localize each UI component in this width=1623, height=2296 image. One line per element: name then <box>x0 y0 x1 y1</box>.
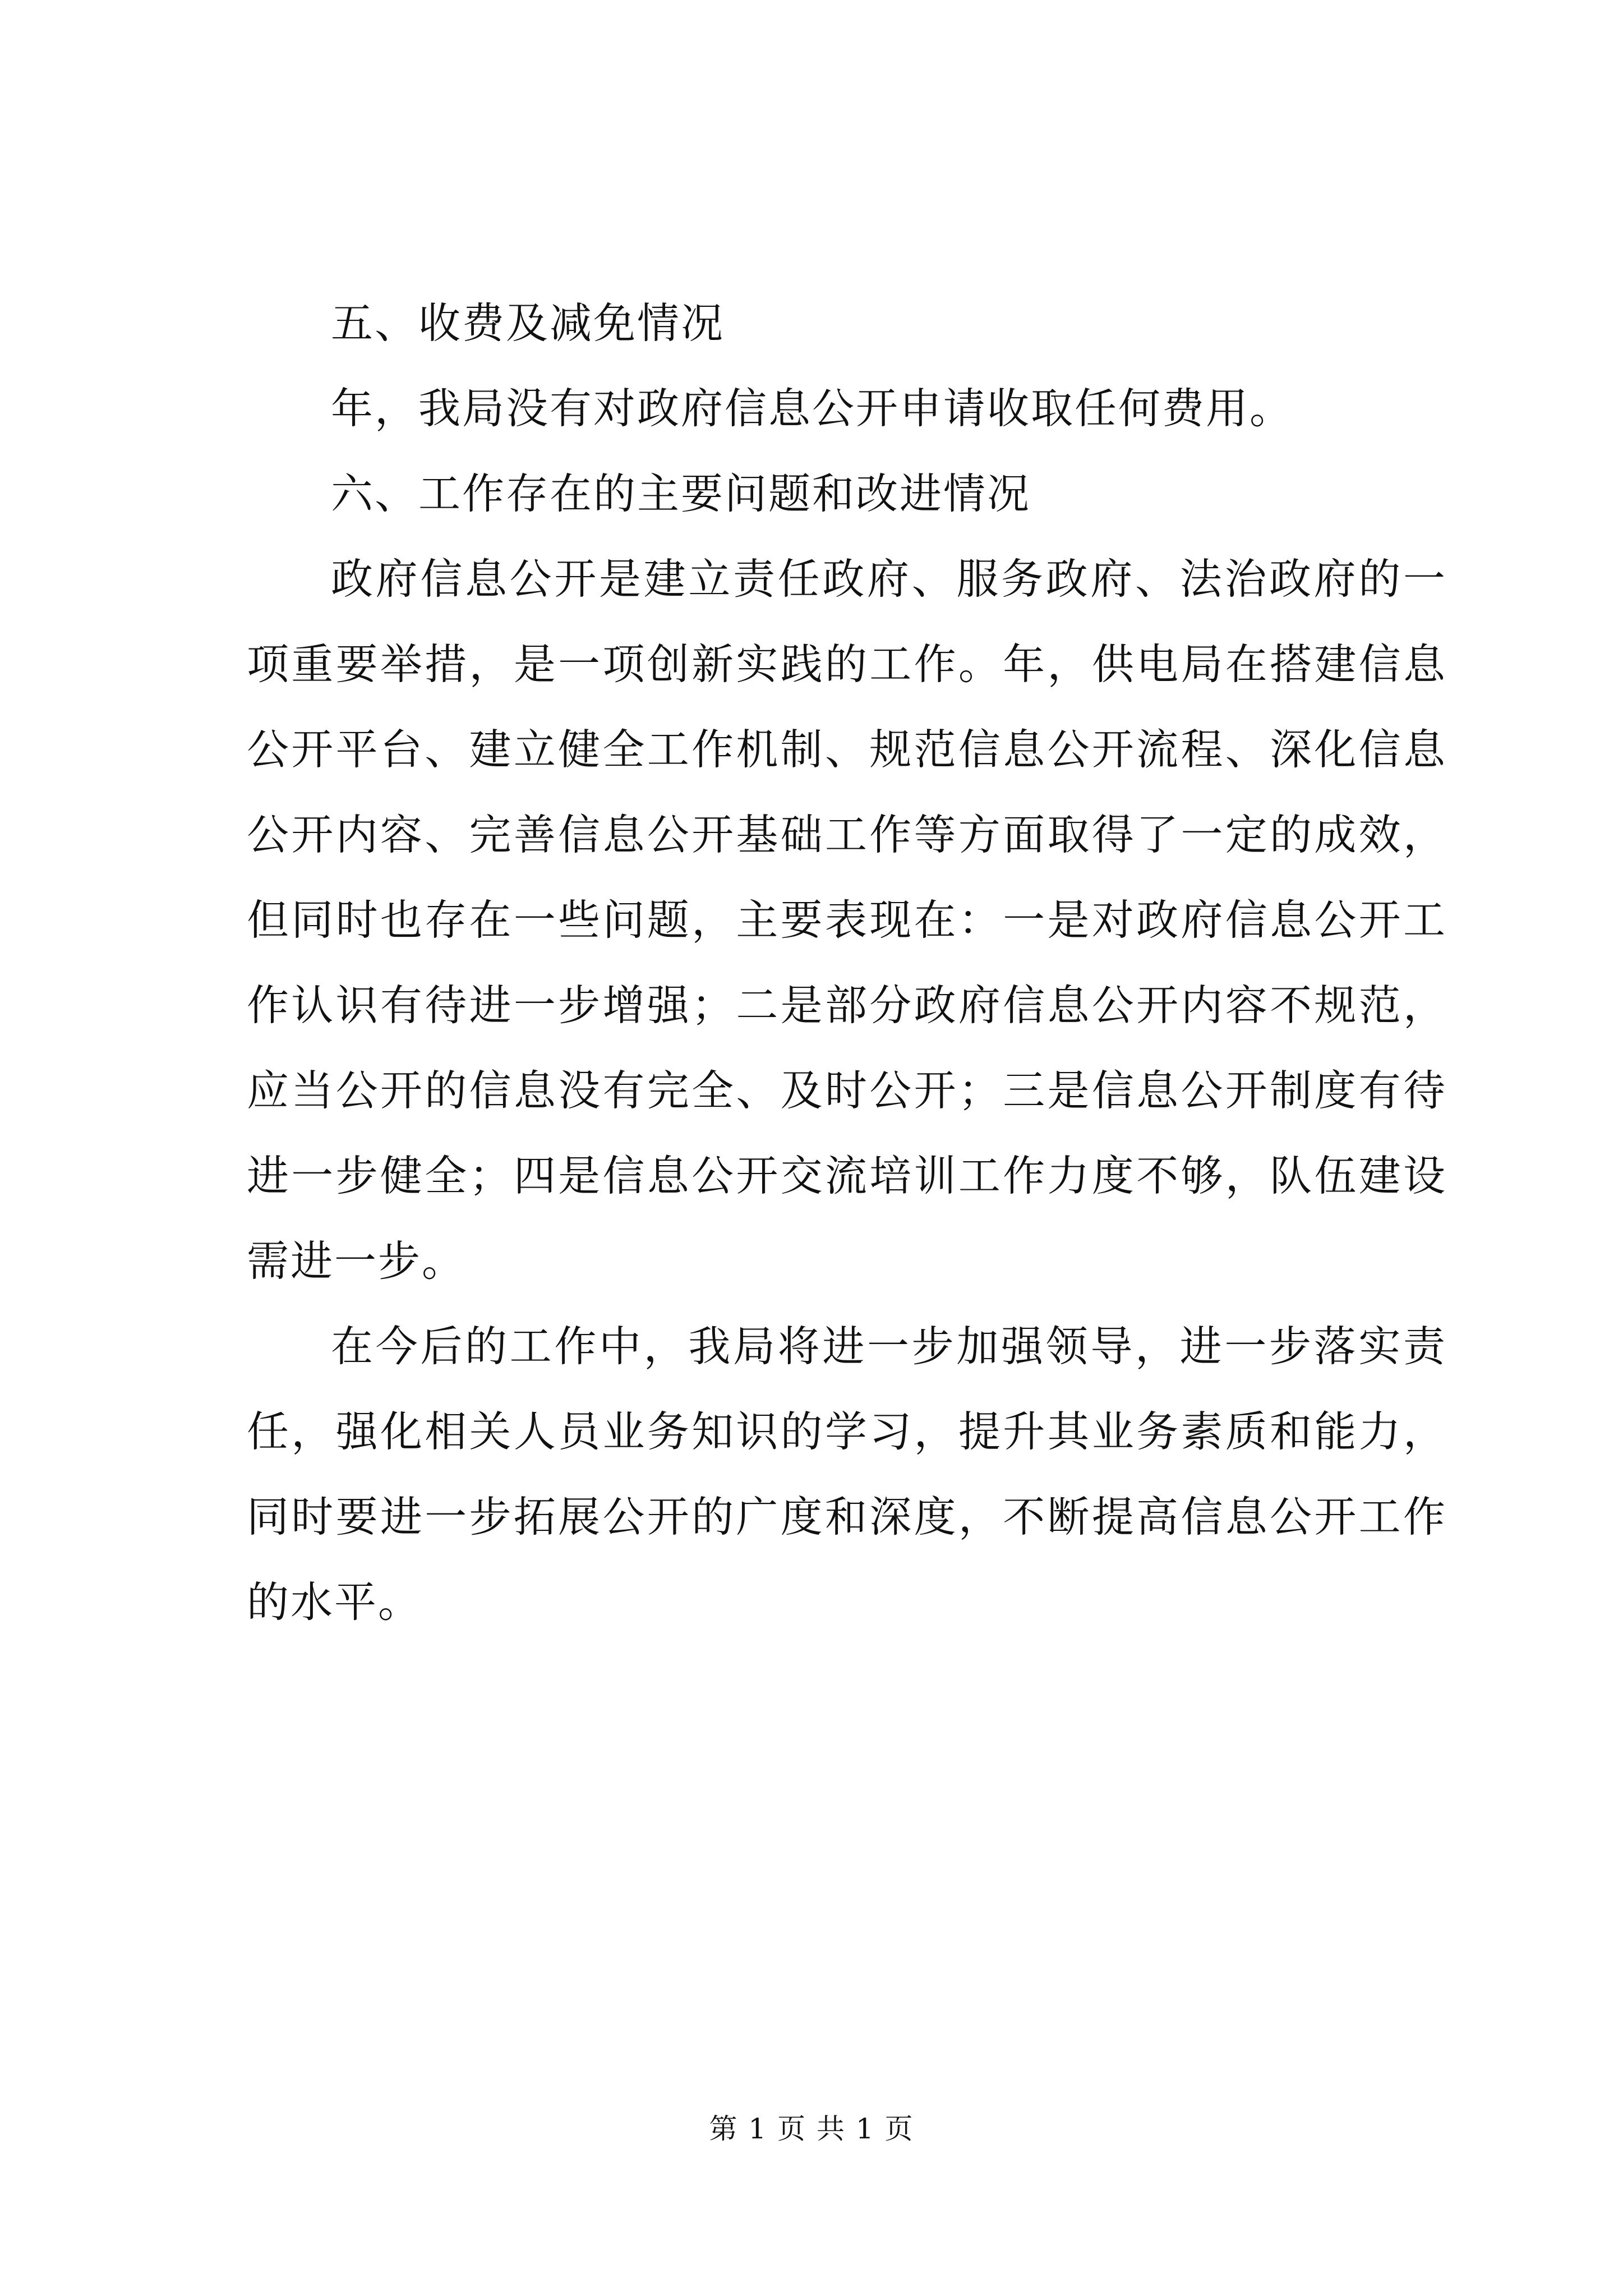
document-body <box>247 280 1447 1645</box>
section-heading-fees: 五、收费及减免情况 <box>331 298 725 348</box>
paragraph-problems: 政府信息公开是建立责任政府、服务政府、法治政府的一项重要举措，是一项创新实践的工作。年，供电局在搭建信息公开平台、建立健全工作机制、规范信息公开流程、深化信息公开内容、完善信息公开基础工作等方面取得了一定的成效，但同时也存在一些问题，主要表现在：一是对政府信息公开工作认识有待进一步增强；二是部分政府信息公开内容不规范，应当公开的信息没有完全、及时公开；三是信息公开制度有待进一步健全；四是信息公开交流培训工作力度不够，队伍建设需进一步。 <box>247 554 1447 1286</box>
paragraph-improvements: 在今后的工作中，我局将进一步加强领导，进一步落实责任，强化相关人员业务知识的学习，提升其业务素质和能力，同时要进一步拓展公开的广度和深度，不断提高信息公开工作的水平。 <box>247 1322 1447 1627</box>
section-heading-problems: 六、工作存在的主要问题和改进情况 <box>331 469 1031 518</box>
paragraph-fees: 年，我局没有对政府信息公开申请收取任何费用。 <box>331 384 1294 433</box>
page-footer: 第 1 页 共 1 页 <box>709 2113 914 2145</box>
